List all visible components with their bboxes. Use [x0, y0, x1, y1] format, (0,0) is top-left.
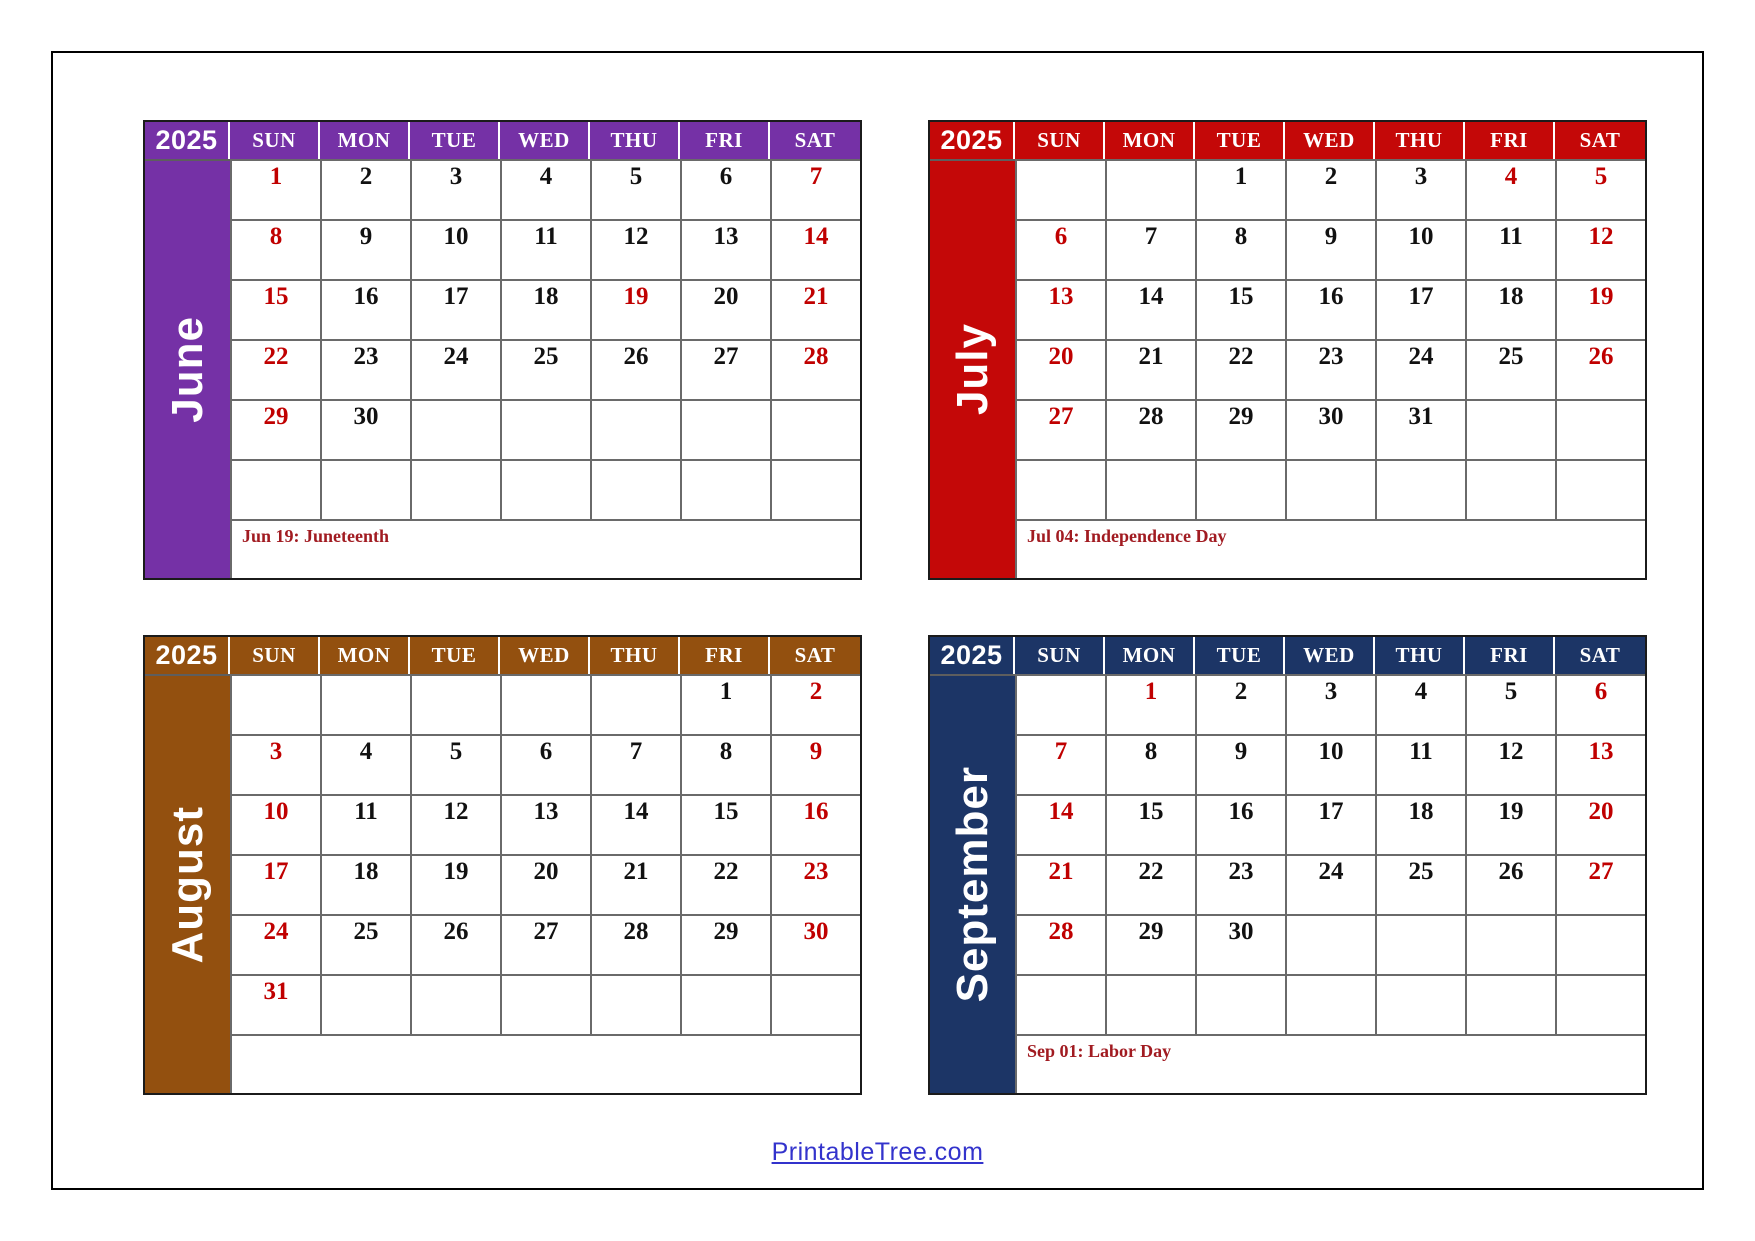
date-cell-august-18: 18 [320, 854, 410, 914]
month-band-june [145, 159, 230, 578]
date-cell-july-31: 31 [1375, 399, 1465, 459]
date-cell-july-23: 23 [1285, 339, 1375, 399]
date-cell-june-16: 16 [320, 279, 410, 339]
date-cell-june-19: 19 [590, 279, 680, 339]
date-cell-july-18: 18 [1465, 279, 1555, 339]
date-cell-august-23: 23 [770, 854, 860, 914]
date-cell-september-11: 11 [1375, 734, 1465, 794]
date-cell-june-20: 20 [680, 279, 770, 339]
day-header-sun: SUN [1015, 637, 1105, 674]
day-header-mon: MON [320, 122, 410, 159]
date-cell-july-8: 8 [1195, 219, 1285, 279]
date-cell-june-11: 11 [500, 219, 590, 279]
date-cell-september-28: 28 [1015, 914, 1105, 974]
date-cell-june-10: 10 [410, 219, 500, 279]
date-cell-empty [590, 674, 680, 734]
date-cell-empty [320, 459, 410, 519]
date-cell-empty [1015, 674, 1105, 734]
date-cell-june-8: 8 [230, 219, 320, 279]
holiday-note-area-august [230, 1034, 860, 1093]
date-cell-empty [410, 674, 500, 734]
date-cell-empty [590, 399, 680, 459]
day-header-sun: SUN [230, 637, 320, 674]
date-cell-august-20: 20 [500, 854, 590, 914]
date-cell-august-17: 17 [230, 854, 320, 914]
date-cell-june-13: 13 [680, 219, 770, 279]
day-header-sat: SAT [1555, 122, 1645, 159]
date-cell-august-25: 25 [320, 914, 410, 974]
date-cell-june-28: 28 [770, 339, 860, 399]
date-cell-june-30: 30 [320, 399, 410, 459]
date-cell-june-18: 18 [500, 279, 590, 339]
day-header-fri: FRI [1465, 122, 1555, 159]
date-cell-empty [680, 459, 770, 519]
date-cell-august-10: 10 [230, 794, 320, 854]
date-cell-august-5: 5 [410, 734, 500, 794]
date-cell-july-2: 2 [1285, 159, 1375, 219]
calendar-june [143, 120, 862, 580]
date-cell-september-23: 23 [1195, 854, 1285, 914]
date-cell-empty [500, 399, 590, 459]
date-cell-june-27: 27 [680, 339, 770, 399]
date-cell-september-12: 12 [1465, 734, 1555, 794]
date-cell-empty [1015, 974, 1105, 1034]
date-cell-july-17: 17 [1375, 279, 1465, 339]
day-header-fri: FRI [1465, 637, 1555, 674]
date-cell-july-28: 28 [1105, 399, 1195, 459]
date-cell-august-4: 4 [320, 734, 410, 794]
date-cell-empty [500, 974, 590, 1034]
day-header-tue: TUE [1195, 637, 1285, 674]
calendar-september [928, 635, 1647, 1095]
date-cell-empty [500, 674, 590, 734]
date-cell-empty [320, 674, 410, 734]
date-cell-september-15: 15 [1105, 794, 1195, 854]
date-cell-empty [1015, 459, 1105, 519]
date-cell-august-8: 8 [680, 734, 770, 794]
footer [0, 1138, 1755, 1167]
day-header-wed: WED [1285, 637, 1375, 674]
date-cell-empty [320, 974, 410, 1034]
date-cell-august-24: 24 [230, 914, 320, 974]
date-cell-september-19: 19 [1465, 794, 1555, 854]
date-cell-september-6: 6 [1555, 674, 1645, 734]
day-header-sun: SUN [230, 122, 320, 159]
date-cell-empty [1195, 974, 1285, 1034]
date-cell-empty [1195, 459, 1285, 519]
date-cell-june-25: 25 [500, 339, 590, 399]
date-cell-august-1: 1 [680, 674, 770, 734]
date-cell-september-17: 17 [1285, 794, 1375, 854]
day-header-wed: WED [500, 122, 590, 159]
date-cell-june-4: 4 [500, 159, 590, 219]
date-cell-june-21: 21 [770, 279, 860, 339]
date-cell-september-27: 27 [1555, 854, 1645, 914]
date-cell-empty [230, 674, 320, 734]
date-cell-june-3: 3 [410, 159, 500, 219]
date-cell-empty [1555, 914, 1645, 974]
date-cell-empty [410, 974, 500, 1034]
date-cell-june-2: 2 [320, 159, 410, 219]
date-cell-july-21: 21 [1105, 339, 1195, 399]
holiday-note-area-july [1015, 519, 1645, 578]
date-cell-august-3: 3 [230, 734, 320, 794]
date-cell-september-21: 21 [1015, 854, 1105, 914]
date-cell-july-4: 4 [1465, 159, 1555, 219]
date-cell-august-15: 15 [680, 794, 770, 854]
date-cell-july-3: 3 [1375, 159, 1465, 219]
date-cell-august-19: 19 [410, 854, 500, 914]
day-header-sat: SAT [1555, 637, 1645, 674]
date-cell-september-5: 5 [1465, 674, 1555, 734]
date-cell-empty [1015, 159, 1105, 219]
date-cell-september-9: 9 [1195, 734, 1285, 794]
date-cell-july-13: 13 [1015, 279, 1105, 339]
date-cell-september-1: 1 [1105, 674, 1195, 734]
year-label-june: 2025 [145, 122, 230, 159]
date-cell-empty [1465, 914, 1555, 974]
day-header-tue: TUE [410, 637, 500, 674]
date-cell-july-14: 14 [1105, 279, 1195, 339]
date-cell-july-9: 9 [1285, 219, 1375, 279]
date-cell-empty [1375, 459, 1465, 519]
month-band-july [930, 159, 1015, 578]
date-cell-september-22: 22 [1105, 854, 1195, 914]
date-cell-august-26: 26 [410, 914, 500, 974]
date-cell-july-12: 12 [1555, 219, 1645, 279]
date-cell-july-20: 20 [1015, 339, 1105, 399]
date-cell-august-6: 6 [500, 734, 590, 794]
date-cell-july-29: 29 [1195, 399, 1285, 459]
date-cell-august-11: 11 [320, 794, 410, 854]
date-cell-june-23: 23 [320, 339, 410, 399]
date-cell-september-24: 24 [1285, 854, 1375, 914]
date-cell-august-2: 2 [770, 674, 860, 734]
date-cell-empty [230, 459, 320, 519]
day-header-thu: THU [1375, 637, 1465, 674]
date-cell-august-22: 22 [680, 854, 770, 914]
month-name: June [162, 316, 212, 423]
date-cell-august-28: 28 [590, 914, 680, 974]
date-cell-empty [590, 974, 680, 1034]
date-cell-empty [680, 399, 770, 459]
date-cell-september-16: 16 [1195, 794, 1285, 854]
year-label-september: 2025 [930, 637, 1015, 674]
holiday-note-area-june [230, 519, 860, 578]
date-cell-august-31: 31 [230, 974, 320, 1034]
date-cell-september-30: 30 [1195, 914, 1285, 974]
date-cell-empty [590, 459, 680, 519]
month-band-august [145, 674, 230, 1093]
date-cell-empty [1105, 974, 1195, 1034]
date-cell-june-1: 1 [230, 159, 320, 219]
date-cell-june-15: 15 [230, 279, 320, 339]
date-cell-june-17: 17 [410, 279, 500, 339]
date-cell-september-2: 2 [1195, 674, 1285, 734]
footer-link[interactable]: PrintableTree.com [771, 1138, 984, 1166]
date-cell-august-9: 9 [770, 734, 860, 794]
date-cell-september-8: 8 [1105, 734, 1195, 794]
month-band-september [930, 674, 1015, 1093]
date-cell-june-6: 6 [680, 159, 770, 219]
date-cell-july-6: 6 [1015, 219, 1105, 279]
date-cell-july-16: 16 [1285, 279, 1375, 339]
date-cell-empty [1465, 399, 1555, 459]
day-header-sat: SAT [770, 637, 860, 674]
date-cell-august-21: 21 [590, 854, 680, 914]
date-cell-september-10: 10 [1285, 734, 1375, 794]
date-cell-september-14: 14 [1015, 794, 1105, 854]
calendar-august [143, 635, 862, 1095]
day-header-mon: MON [1105, 637, 1195, 674]
date-cell-june-7: 7 [770, 159, 860, 219]
month-name: September [947, 766, 997, 1003]
date-cell-empty [1465, 459, 1555, 519]
date-cell-empty [1375, 974, 1465, 1034]
date-cell-july-27: 27 [1015, 399, 1105, 459]
holiday-note: Sep 01: Labor Day [1027, 1041, 1172, 1061]
date-cell-august-30: 30 [770, 914, 860, 974]
date-cell-empty [1285, 459, 1375, 519]
calendar-july [928, 120, 1647, 580]
date-cell-empty [1285, 974, 1375, 1034]
holiday-note: Jul 04: Independence Day [1027, 526, 1227, 546]
date-cell-june-24: 24 [410, 339, 500, 399]
date-cell-july-22: 22 [1195, 339, 1285, 399]
date-cell-june-26: 26 [590, 339, 680, 399]
holiday-note: Jun 19: Juneteenth [242, 526, 390, 546]
date-cell-july-10: 10 [1375, 219, 1465, 279]
date-cell-september-25: 25 [1375, 854, 1465, 914]
date-cell-empty [770, 399, 860, 459]
date-cell-june-12: 12 [590, 219, 680, 279]
date-cell-empty [1555, 974, 1645, 1034]
date-cell-september-29: 29 [1105, 914, 1195, 974]
date-cell-empty [1555, 459, 1645, 519]
day-header-sat: SAT [770, 122, 860, 159]
date-cell-september-13: 13 [1555, 734, 1645, 794]
date-cell-august-13: 13 [500, 794, 590, 854]
date-cell-august-7: 7 [590, 734, 680, 794]
day-header-mon: MON [1105, 122, 1195, 159]
date-cell-empty [1105, 459, 1195, 519]
date-cell-june-5: 5 [590, 159, 680, 219]
date-cell-empty [1285, 914, 1375, 974]
day-header-fri: FRI [680, 637, 770, 674]
date-cell-empty [1105, 159, 1195, 219]
date-cell-empty [770, 974, 860, 1034]
day-header-wed: WED [1285, 122, 1375, 159]
date-cell-august-29: 29 [680, 914, 770, 974]
day-header-sun: SUN [1015, 122, 1105, 159]
date-cell-empty [1465, 974, 1555, 1034]
date-cell-empty [1375, 914, 1465, 974]
date-cell-july-24: 24 [1375, 339, 1465, 399]
date-cell-empty [680, 974, 770, 1034]
date-cell-july-19: 19 [1555, 279, 1645, 339]
date-cell-empty [1555, 399, 1645, 459]
date-cell-july-5: 5 [1555, 159, 1645, 219]
date-cell-june-14: 14 [770, 219, 860, 279]
day-header-thu: THU [1375, 122, 1465, 159]
day-header-tue: TUE [1195, 122, 1285, 159]
date-cell-august-27: 27 [500, 914, 590, 974]
day-header-thu: THU [590, 637, 680, 674]
date-cell-empty [500, 459, 590, 519]
date-cell-september-20: 20 [1555, 794, 1645, 854]
date-cell-september-3: 3 [1285, 674, 1375, 734]
day-header-fri: FRI [680, 122, 770, 159]
year-label-august: 2025 [145, 637, 230, 674]
month-name: July [947, 323, 997, 416]
date-cell-june-29: 29 [230, 399, 320, 459]
date-cell-july-11: 11 [1465, 219, 1555, 279]
date-cell-july-15: 15 [1195, 279, 1285, 339]
date-cell-september-26: 26 [1465, 854, 1555, 914]
date-cell-july-26: 26 [1555, 339, 1645, 399]
date-cell-empty [410, 459, 500, 519]
date-cell-september-4: 4 [1375, 674, 1465, 734]
date-cell-empty [410, 399, 500, 459]
holiday-note-area-september [1015, 1034, 1645, 1093]
day-header-tue: TUE [410, 122, 500, 159]
date-cell-august-16: 16 [770, 794, 860, 854]
date-cell-september-18: 18 [1375, 794, 1465, 854]
month-name: August [162, 805, 212, 964]
day-header-mon: MON [320, 637, 410, 674]
date-cell-empty [770, 459, 860, 519]
year-label-july: 2025 [930, 122, 1015, 159]
date-cell-july-25: 25 [1465, 339, 1555, 399]
date-cell-september-7: 7 [1015, 734, 1105, 794]
date-cell-july-30: 30 [1285, 399, 1375, 459]
date-cell-june-22: 22 [230, 339, 320, 399]
date-cell-june-9: 9 [320, 219, 410, 279]
date-cell-august-14: 14 [590, 794, 680, 854]
date-cell-july-7: 7 [1105, 219, 1195, 279]
day-header-thu: THU [590, 122, 680, 159]
day-header-wed: WED [500, 637, 590, 674]
date-cell-july-1: 1 [1195, 159, 1285, 219]
date-cell-august-12: 12 [410, 794, 500, 854]
